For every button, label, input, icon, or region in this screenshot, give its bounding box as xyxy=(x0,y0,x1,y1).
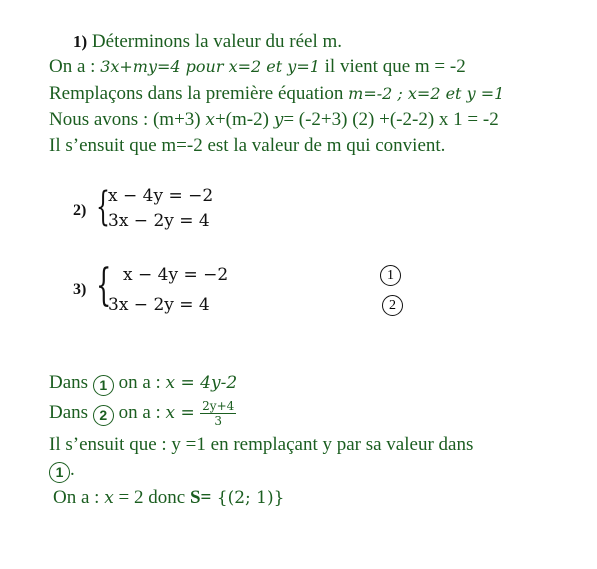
solution-line5 xyxy=(53,487,284,509)
part1-line4 xyxy=(49,109,499,131)
line3-a: Remplaçons dans la première équation xyxy=(49,83,349,104)
part2-eq1: x − 4y = −2 xyxy=(108,186,214,206)
part3-marker-2: 2 xyxy=(382,294,403,316)
sol2-b: on a : xyxy=(113,402,166,423)
part2-eq2: 3x − 2y = 4 xyxy=(108,211,210,231)
sol5-b: = 2 donc xyxy=(113,487,190,508)
line3-math: m=-2 ; x=2 et y =1 xyxy=(348,84,505,103)
part3-brace: { xyxy=(96,260,112,311)
sol2-fraction xyxy=(200,399,236,428)
sol1-math: x = 4y-2 xyxy=(165,373,238,393)
sol4-circle: 1 xyxy=(49,462,70,483)
line4-c: = (-2+3) (2) +(-2-2) x 1 = -2 xyxy=(283,109,499,130)
fraction-denominator: 3 xyxy=(214,414,223,429)
sol1-a: Dans xyxy=(49,372,93,393)
line4-x: x xyxy=(205,110,215,130)
solution-line3: Il s’ensuit que : y =1 en remplaçant y par sa valeur dans xyxy=(49,434,474,455)
line4-a: Nous avons : (m+3) xyxy=(49,109,206,130)
part1-title xyxy=(73,31,342,53)
line4-b: +(m-2) xyxy=(214,109,274,130)
part3-eq1: x − 4y = −2 xyxy=(123,265,229,285)
sol4-dot: . xyxy=(70,459,75,480)
part1-line3 xyxy=(49,83,504,105)
line4-y: y xyxy=(273,110,284,130)
part1-line5: Il s’ensuit que m=-2 est la valeur de m qui convient. xyxy=(49,135,446,156)
part3-eq2: 3x − 2y = 4 xyxy=(108,295,210,315)
sol2-math: x = xyxy=(165,403,201,423)
part1-line2 xyxy=(49,56,466,78)
sol2-a: Dans xyxy=(49,402,93,423)
fraction-numerator: 2y+4 xyxy=(202,399,235,414)
part1-number: 1) xyxy=(73,32,88,51)
sol1-b: on a : xyxy=(113,372,166,393)
part2-brace: { xyxy=(96,184,110,230)
sol5-bold: S= xyxy=(189,487,212,508)
solution-line2 xyxy=(49,398,236,428)
part3-marker-1: 1 xyxy=(380,264,401,286)
sol5-set: {(2; 1)} xyxy=(211,488,285,508)
sol1-circle: 1 xyxy=(93,375,114,396)
sol5-a: On a : xyxy=(53,487,105,508)
part3-label: 3) xyxy=(73,281,87,298)
line2-math: 3x+my=4 pour x=2 et y=1 xyxy=(100,57,320,76)
line2-b: il vient que m = -2 xyxy=(319,56,466,77)
line2-a: On a : xyxy=(49,56,101,77)
sol2-circle: 2 xyxy=(93,405,114,426)
solution-line1 xyxy=(49,372,237,396)
part2-label: 2) xyxy=(73,202,87,219)
solution-line4 xyxy=(49,459,75,483)
part1-title-text: Déterminons la valeur du réel m. xyxy=(91,31,343,52)
sol5-math: x xyxy=(104,488,114,508)
